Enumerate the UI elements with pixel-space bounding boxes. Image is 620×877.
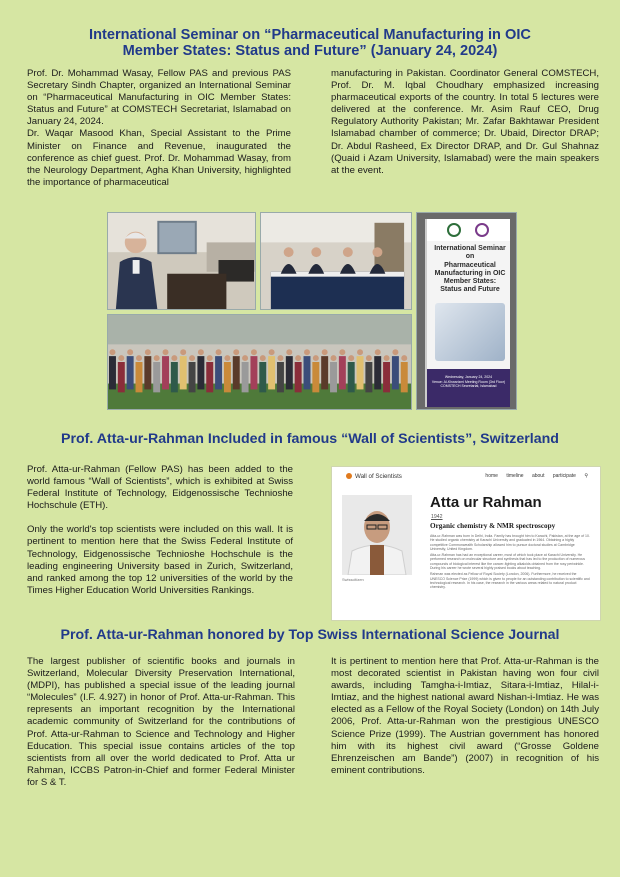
journal-column-left <box>27 656 295 789</box>
banner-illustration <box>435 303 505 361</box>
journal-column-right <box>331 656 599 777</box>
wall-header <box>332 467 600 485</box>
scientist-year: 1942 <box>431 514 443 520</box>
comstech-logo-icon <box>447 223 461 237</box>
partner-logo-icon <box>475 223 489 237</box>
seminar-paragraph-3: manufacturing in Pakistan. Coordinator General COMSTECH, Prof. Dr. M. Iqbal Choudhary emphasized increasing pharmaceutical exports of the country. In total 5 lectures were delivered at the conference. Mr. Asim Rauf CEO, Drug Regulatory Authority Pakistan; Mr. Zafar Bakhtawar President Islamabad chamber of commerce; Dr. Ubaid, Director DRAP; Dr. Abdul Rasheed, Ex Director DRAP, and Dr. Gul Shahnaz (Quaid i Azam University, Islamabad) were the main speakers at the event. <box>331 68 599 176</box>
journal-paragraph-2: It is pertinent to mention here that Prof. Atta-ur-Rahman is the most decorated scientist in Pakistan having won four civil awards, including Tamgha-i-Imtiaz, Sitara-i-Imtiaz, Hilal-i-Imtiaz, and the highest national award Nishan-i-Imtiaz. He was elected as a Fellow of the Royal Society (London) on 14th July 2006, Prof. Atta-ur-Rahman won the prestigious UNESCO Science Prize (1999). The Austrian government has honored him with its highest civil award (“Grosse Goldene Ehrenzeischen am Bande”) (2007) in recognition of his eminent contributions. <box>331 656 599 776</box>
banner-title: International Seminar on Pharmaceutical Manufacturing in OIC Member States: Status and Future <box>434 245 506 294</box>
scientist-portrait <box>342 495 412 575</box>
seminar-paragraph-2: Dr. Waqar Masood Khan, Special Assistant to the Prime Minister on Finance and Revenue, inaugurated the conference as chief guest. Prof. Dr. Mohammad Wasay, from the Neurology Department, Agha Khan University, highlighted the importance of pharmaceutical <box>27 128 291 188</box>
scientist-bio: Atta-ur-Rahman was born in Delhi, India. Family has brought him to Karachi, Pakistan, at the age of 10. He studied organic chemistry at Karachi University and graduated in 1964. Obtaining a highly competitive Commonwealth Scholarship allowed him to pursue doctoral studies at Cambridge University, United Kingdom. Atta-ur-Rahman has had an exceptional career, most of which took place at Karachi University. He performed research on molecular structure and synthesis that has led to the production of numerous compounds of biological interest like the cancer-fighting alkaloids obtained from the rosy periwinkle. During his career he wrote several highly praised books about teaching. Rahman was elected as Fellow of Royal Society (London, 2006). Furthermore, he received the UNESCO Science Prize (1999) which is given to people for an outstanding contribution to scientific and technological research. In his case, the research in the various areas related to natural product chemistry. <box>430 534 590 590</box>
portrait-caption: Swisscitizen <box>342 577 364 582</box>
group-photo <box>107 314 412 410</box>
speaker-photo <box>107 212 256 310</box>
seminar-heading <box>0 27 620 59</box>
wall-nav <box>478 473 588 479</box>
wall-nav-timeline: timeline <box>506 473 524 479</box>
journal-heading: Prof. Atta-ur-Rahman honored by Top Swiss International Science Journal <box>60 627 560 643</box>
seminar-heading-line2: Member States: Status and Future” (January 24, 2024) <box>122 43 498 59</box>
wall-logo-icon <box>346 473 352 479</box>
wall-paragraph-2: Only the world's top scientists were included on this wall. It is pertinent to mention here that the Swiss Federal Institute of Technology, Eidgenossische Technioshe Hochschule is the leading engineering University based in Zurich, Switzerland, and ranked among the top 12 universities of the world by the Times Higher Education World Universities Rankings. <box>27 524 293 596</box>
seminar-heading-line1: International Seminar on “Pharmaceutical Manufacturing in OIC <box>89 27 531 43</box>
seminar-paragraph-1: Prof. Dr. Mohammad Wasay, Fellow PAS and previous PAS Secretary Sindh Chapter, organized an International Seminar on “Pharmaceutical Manufacturing in OIC Member States: Status and Future” at COMSTECH Secretariat, Islamabad on January 24, 2024. <box>27 68 291 128</box>
scientist-name: Atta ur Rahman <box>430 494 542 511</box>
standee-banner <box>425 219 510 407</box>
wall-brand: Wall of Scientists <box>346 473 402 480</box>
seminar-banner-photo <box>416 212 517 410</box>
banner-footer: Wednesday, January 24, 2024 Venue: Al-Khwarizmi Meeting Room (3rd Floor) COMSTECH Secretariat, Islamabad <box>427 369 510 407</box>
wall-column <box>27 464 293 597</box>
wall-paragraph-1: Prof. Atta-ur-Rahman (Fellow PAS) has been added to the world famous “Wall of Scientists”, which is exhibited at Swiss Federal Institute of Technology, Eidgenossische Technioshe Hochschule (ETH). <box>27 464 293 512</box>
wall-of-scientists-screenshot <box>331 466 601 621</box>
wall-nav-about: about <box>531 473 545 479</box>
panel-photo <box>260 212 412 310</box>
scientist-field: Organic chemistry & NMR spectroscopy <box>430 522 556 530</box>
seminar-column-left <box>27 68 291 189</box>
search-icon: ⚲ <box>584 473 588 479</box>
wall-nav-home: home <box>485 473 498 479</box>
seminar-column-right <box>331 68 599 177</box>
wall-nav-participate: participate <box>552 473 576 479</box>
journal-paragraph-1: The largest publisher of scientific books and journals in Switzerland, Molecular Diversity Preservation International, (MDPI), has published a special issue of the leading journal “Molecules” (I.F. 4.927) in honor of Prof. Atta-ur-Rahman. This represents an important recognition by the International academic community of Switzerland for the contributions of Prof. Atta-ur-Rahman to Science and Technology and Higher Education. This special issue contains articles of the top scientists from all over the world dedicated to Prof. Atta ur Rahman, ICCBS Patron-in-Chief and former Federal Minister for S & T. <box>27 656 295 788</box>
wall-heading: Prof. Atta-ur-Rahman Included in famous “Wall of Scientists”, Switzerland <box>61 431 559 447</box>
